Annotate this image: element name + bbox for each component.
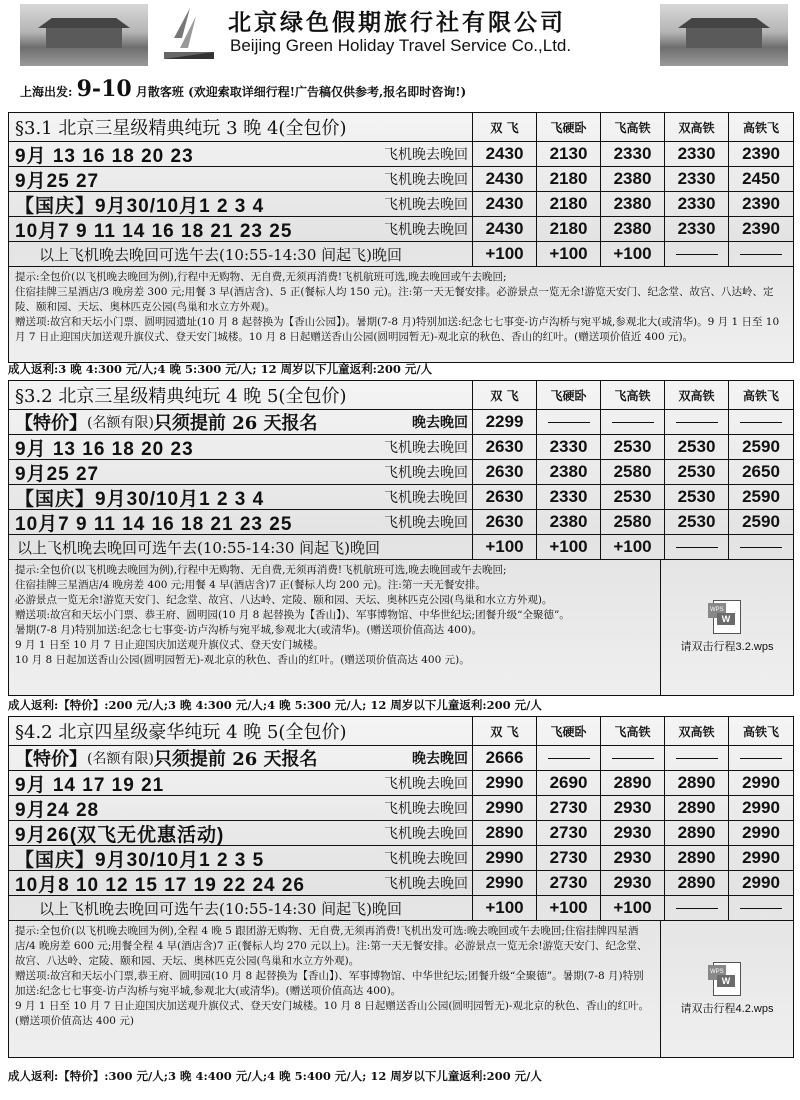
price-cell: +100	[537, 242, 601, 266]
flight-note: 飞机晚去晚回	[384, 826, 468, 842]
dash-cell	[537, 746, 601, 770]
price-cell: 2530	[601, 485, 665, 509]
price-cell: 2890	[665, 846, 729, 870]
price-cell: 2890	[665, 871, 729, 895]
table-row	[9, 846, 793, 871]
price-cell: 2390	[742, 144, 780, 163]
price-cell: 2630	[473, 460, 537, 484]
dash-cell	[729, 896, 793, 920]
section-header-row	[9, 381, 793, 410]
col-header: 高铁飞	[742, 388, 779, 403]
note-line: 提示:全包价(以飞机晚去晚回为例),行程中无购物、无自费,无须再消费!飞机航班可选,晚去晚回或午去晚回;	[15, 271, 507, 283]
special-row: 【特价】 (名额有限) 只须提前 26 天报名 晚去晚回 2666	[9, 746, 793, 771]
price-cell: 2990	[473, 796, 537, 820]
col-header: 双高铁	[665, 381, 729, 409]
price-cell: 2990	[473, 771, 537, 795]
attachment-label: 请双击行程4.2.wps	[680, 1002, 774, 1015]
table-row	[9, 217, 793, 242]
departure-dates: 9月 13 16 18 20 23	[15, 438, 194, 459]
price-cell: 2990	[742, 773, 780, 792]
departure-dates: 9月26(双飞无优惠活动)	[15, 824, 225, 845]
tiananmen-photo-left	[20, 4, 148, 66]
header	[0, 0, 800, 72]
price-cell: 2930	[601, 821, 665, 845]
price-cell: 2990	[742, 823, 780, 842]
col-header: 双 飞	[473, 113, 537, 141]
price-cell: 2990	[473, 871, 537, 895]
price-cell: 2990	[742, 798, 780, 817]
price-cell: +100	[473, 242, 537, 266]
company-logo-icon	[160, 6, 218, 64]
flight-note: 飞机晚去晚回	[384, 776, 468, 792]
departure-dates: 9月25 27	[15, 170, 100, 191]
departure-dates: 10月8 10 12 15 17 19 22 24 26	[15, 874, 306, 895]
price-cell: +100	[601, 535, 665, 559]
section-title: §3.1 北京三星级精典纯玩 3 晚 4(全包价)	[9, 113, 473, 141]
note-line: 提示:全包价(以飞机晚去晚回为例),行程中无购物、无自费,无须再消费!飞机航班可选,晚去晚回或午去晚回;	[15, 564, 507, 576]
price-cell: 2590	[742, 487, 780, 506]
special-row: 【特价】 (名额有限) 只须提前 26 天报名 晚去晚回 2299	[9, 410, 793, 435]
price-cell: 2430	[473, 167, 537, 191]
flight-note: 飞机晚去晚回	[384, 876, 468, 892]
flight-note: 飞机晚去晚回	[384, 172, 468, 188]
price-cell: 2630	[473, 435, 537, 459]
company-name-en: Beijing Green Holiday Travel Service Co.,Ltd.	[230, 36, 572, 55]
section-notes	[9, 267, 793, 362]
price-cell: 2580	[601, 510, 665, 534]
price-cell: 2180	[537, 217, 601, 241]
note-line: 赠送项:故宫和天坛小门票、圆明园遗址(10 月 8 起替换为【香山公园】)。暑期(7-8 月)特别加送:纪念七七事变-访卢沟桥与宛平城,参观北大(或清华)。9 月 1 日至 10 月 7 日止迎国庆加送观升旗仪式、登天安门城楼。10 月 8 日起赠送香山公园(圆明园暂无)-观北京的秋色、香山的红叶。(赠送项价值近 400 元)。	[15, 316, 780, 343]
dash-cell	[729, 746, 793, 770]
dash-cell	[665, 746, 729, 770]
rebate-line: 成人返利:【特价】:300 元/人;3 晚 4:400 元/人;4 晚 5:400 元/人; 12 周岁以下儿童返利:200 元/人	[8, 1069, 542, 1083]
flight-note: 飞机晚去晚回	[384, 465, 468, 481]
departure-dates: 9月24 28	[15, 799, 100, 820]
dash-cell	[537, 410, 601, 434]
tiananmen-photo-right	[660, 4, 788, 66]
table-row	[9, 142, 793, 167]
price-cell: 2180	[537, 167, 601, 191]
price-cell: 2990	[742, 848, 780, 867]
table-row	[9, 510, 793, 535]
flight-note: 飞机晚去晚回	[384, 515, 468, 531]
itinerary-attachment-4-2[interactable]	[661, 921, 793, 1057]
flight-note: 飞机晚去晚回	[384, 801, 468, 817]
dash-cell	[601, 746, 665, 770]
special-price: 2299	[473, 410, 537, 434]
dash-cell	[601, 410, 665, 434]
price-cell: 2380	[601, 167, 665, 191]
price-cell: 2530	[601, 435, 665, 459]
price-cell: 2380	[601, 217, 665, 241]
price-cell: 2730	[537, 846, 601, 870]
note-line: 赠送项:故宫和天坛小门票、恭王府、圆明园(10 月 8 起替换为【香山】)、军事博物馆、中华世纪坛;团餐升级“全聚德”。	[15, 609, 570, 621]
departure-dates: 10月7 9 11 14 16 18 21 23 25	[15, 513, 293, 534]
price-cell: 2330	[665, 142, 729, 166]
departure-dates: 10月7 9 11 14 16 18 21 23 25	[15, 220, 293, 241]
price-cell: 2430	[473, 217, 537, 241]
price-cell: 2690	[537, 771, 601, 795]
price-cell: +100	[601, 242, 665, 266]
price-cell: 2380	[537, 460, 601, 484]
col-header: 飞硬卧	[537, 381, 601, 409]
note-line: 10 月 8 日起加送香山公园(圆明园暂无)-观北京的秋色、香山的红叶。(赠送项价值高达 400 元)。	[15, 654, 470, 666]
table-row	[9, 871, 793, 896]
price-cell: 2330	[665, 217, 729, 241]
dash-cell	[665, 535, 729, 559]
price-cell: +100	[601, 896, 665, 920]
note-line: 赠送项:故宫和天坛小门票,恭王府、圆明园(10 月 8 起替换为【香山】)、军事博物馆、中华世纪坛;团餐升级“全聚德”。暑期(7-8 月)特别加送:纪念七七事变-访卢沟桥与宛平城,参观北大(或清华)。(赠送项价值高达 400)。	[15, 970, 644, 997]
flight-note: 飞机晚去晚回	[384, 222, 468, 238]
dash-cell	[665, 896, 729, 920]
section-notes	[9, 921, 793, 1057]
price-cell: 2530	[665, 510, 729, 534]
price-cell: +100	[473, 896, 537, 920]
rebate-line: 成人返利:【特价】:200 元/人;3 晚 4:300 元/人;4 晚 5:300 元/人; 12 周岁以下儿童返利:200 元/人	[8, 698, 542, 712]
price-cell: 2730	[537, 871, 601, 895]
section-header-row	[9, 717, 793, 746]
table-row	[9, 535, 793, 560]
col-header: 双 飞	[473, 381, 537, 409]
flight-note: 飞机晚去晚回	[384, 440, 468, 456]
tour-section-4-2	[8, 716, 794, 1058]
wps-document-icon: WPS W	[713, 962, 741, 996]
price-cell: 2930	[601, 846, 665, 870]
rebate-line: 成人返利:3 晚 4:300 元/人;4 晚 5:300 元/人; 12 周岁以下儿童返利:200 元/人	[8, 362, 433, 376]
price-cell: 2890	[665, 821, 729, 845]
dash-cell	[665, 410, 729, 434]
col-header: 飞高铁	[601, 381, 665, 409]
col-header: 飞硬卧	[537, 113, 601, 141]
price-cell: 2890	[473, 821, 537, 845]
table-row	[9, 242, 793, 267]
price-cell: 2580	[601, 460, 665, 484]
attachment-label: 请双击行程3.2.wps	[680, 641, 774, 653]
table-row	[9, 192, 793, 217]
price-cell: 2930	[601, 871, 665, 895]
dash-cell	[729, 410, 793, 434]
departure-subheader: 上海出发: 9-10 月散客班 (欢迎索取详细行程!广告稿仅供参考,报名即时咨询!)	[20, 76, 467, 102]
dash-cell	[729, 535, 793, 559]
table-row	[9, 460, 793, 485]
section-title: §3.2 北京三星级精典纯玩 4 晚 5(全包价)	[9, 381, 473, 409]
price-cell: 2990	[473, 846, 537, 870]
section-title: §4.2 北京四星级豪华纯玩 4 晚 5(全包价)	[9, 717, 473, 745]
price-cell: 2430	[473, 142, 537, 166]
price-cell: 2330	[537, 435, 601, 459]
price-cell: +100	[537, 535, 601, 559]
table-row	[9, 796, 793, 821]
departure-dates: 【国庆】9月30/10月1 2 3 5	[15, 849, 265, 870]
price-cell: 2380	[537, 510, 601, 534]
price-cell: 2430	[473, 192, 537, 216]
price-cell: 2650	[742, 462, 780, 481]
price-cell: 2890	[665, 796, 729, 820]
note-line: 住宿挂牌三星酒店/4 晚房差 400 元;用餐 4 早(酒店含)7 正(餐标人均 200 元)。注:第一天无餐安排。	[15, 579, 486, 591]
departure-dates: 【国庆】9月30/10月1 2 3 4	[15, 488, 265, 509]
price-cell: +100	[473, 535, 537, 559]
price-cell: 2530	[665, 460, 729, 484]
table-row	[9, 485, 793, 510]
dash-cell	[665, 242, 729, 266]
table-row	[9, 167, 793, 192]
departure-dates: 9月 13 16 18 20 23	[15, 145, 194, 166]
flight-note: 飞机晚去晚回	[384, 490, 468, 506]
col-header: 飞高铁	[601, 717, 665, 745]
price-cell: 2730	[537, 821, 601, 845]
table-row	[9, 896, 793, 921]
departure-dates: 9月25 27	[15, 463, 100, 484]
col-header: 飞高铁	[601, 113, 665, 141]
price-cell: 2590	[742, 437, 780, 456]
price-cell: 2330	[537, 485, 601, 509]
price-cell: 2530	[665, 435, 729, 459]
section-notes	[9, 560, 793, 695]
note-line: 住宿挂牌三星酒店/3 晚房差 300 元;用餐 3 早(酒店含)、5 正(餐标人均 150 元)。注:第一天无餐安排。必游景点一览无余!游览天安门、纪念堂、故宫、八达岭、定陵、颐和园、天坛、奥林匹克公园(鸟巢和水立方外观)。	[15, 286, 774, 313]
special-price: 2666	[473, 746, 537, 770]
price-cell: 2390	[742, 219, 780, 238]
col-header: 高铁飞	[742, 724, 779, 739]
option-note: 以上飞机晚去晚回可选午去(10:55-14:30 间起飞)晚回	[9, 535, 473, 559]
wps-document-icon: WPS W	[713, 600, 741, 634]
price-cell: 2390	[742, 194, 780, 213]
col-header: 双 飞	[473, 717, 537, 745]
tour-section-3-2	[8, 380, 794, 696]
price-cell: 2330	[601, 142, 665, 166]
col-header: 飞硬卧	[537, 717, 601, 745]
price-cell: 2530	[665, 485, 729, 509]
itinerary-attachment-3-2[interactable]	[661, 560, 793, 695]
tour-section-3-1	[8, 112, 794, 363]
price-cell: +100	[537, 896, 601, 920]
option-note: 以上飞机晚去晚回可选午去(10:55-14:30 间起飞)晚回	[9, 896, 473, 920]
flight-note: 飞机晚去晚回	[384, 197, 468, 213]
flight-note: 飞机晚去晚回	[384, 851, 468, 867]
price-cell: 2330	[665, 192, 729, 216]
note-line: 9 月 1 日至 10 月 7 日止迎国庆加送观升旗仪式、登天安门城楼。10 月 8 日起赠送香山公园(圆明园暂无)-观北京的秋色、香山的红叶。(赠送项价值高达 400 元)	[15, 1000, 650, 1027]
departure-months: 9-10	[76, 76, 132, 102]
departure-dates: 9月 14 17 19 21	[15, 774, 165, 795]
note-line: 必游景点一览无余!游览天安门、纪念堂、故宫、八达岭、定陵、颐和园、天坛、奥林匹克公园(鸟巢和水立方外观)。	[15, 594, 553, 606]
option-note: 以上飞机晚去晚回可选午去(10:55-14:30 间起飞)晚回	[9, 242, 473, 266]
table-row	[9, 435, 793, 460]
price-cell: 2450	[742, 169, 780, 188]
table-row	[9, 821, 793, 846]
price-cell: 2380	[601, 192, 665, 216]
note-line: 提示:全包价(以飞机晚去晚回为例),全程 4 晚 5 跟团游无购物、无自费,无须再消费!飞机出发可选:晚去晚回或午去晚回;住宿挂牌四星酒店/4 晚房差 600 元;用餐全程 4 早(酒店含)7 正(餐标人均 270 元以上)。注:第一天无餐安排。必游景点一览无余!游览天安门、纪念堂、故宫、八达岭、定陵、颐和园、天坛、奥林匹克公园(鸟巢和水立方外观)。	[15, 925, 648, 967]
price-cell: 2330	[665, 167, 729, 191]
price-cell: 2930	[601, 796, 665, 820]
flight-note: 飞机晚去晚回	[384, 147, 468, 163]
price-cell: 2180	[537, 192, 601, 216]
price-cell: 2990	[742, 873, 780, 892]
price-cell: 2590	[742, 512, 780, 531]
dash-cell	[729, 242, 793, 266]
price-cell: 2630	[473, 485, 537, 509]
col-header: 双高铁	[665, 717, 729, 745]
price-cell: 2890	[601, 771, 665, 795]
section-header-row	[9, 113, 793, 142]
departure-dates: 【国庆】9月30/10月1 2 3 4	[15, 195, 265, 216]
price-cell: 2130	[537, 142, 601, 166]
price-cell: 2730	[537, 796, 601, 820]
col-header: 双高铁	[665, 113, 729, 141]
table-row	[9, 771, 793, 796]
price-cell: 2890	[665, 771, 729, 795]
price-cell: 2630	[473, 510, 537, 534]
note-line: 暑期(7-8 月)特别加送:纪念七七事变-访卢沟桥与宛平城,参观北大(或清华)。(赠送项价值高达 400)。	[15, 624, 483, 636]
col-header: 高铁飞	[742, 120, 779, 135]
company-name-cn: 北京绿色假期旅行社有限公司	[228, 9, 566, 36]
note-line: 9 月 1 日至 10 月 7 日止迎国庆加送观升旗仪式、登天安门城楼。	[15, 639, 324, 651]
